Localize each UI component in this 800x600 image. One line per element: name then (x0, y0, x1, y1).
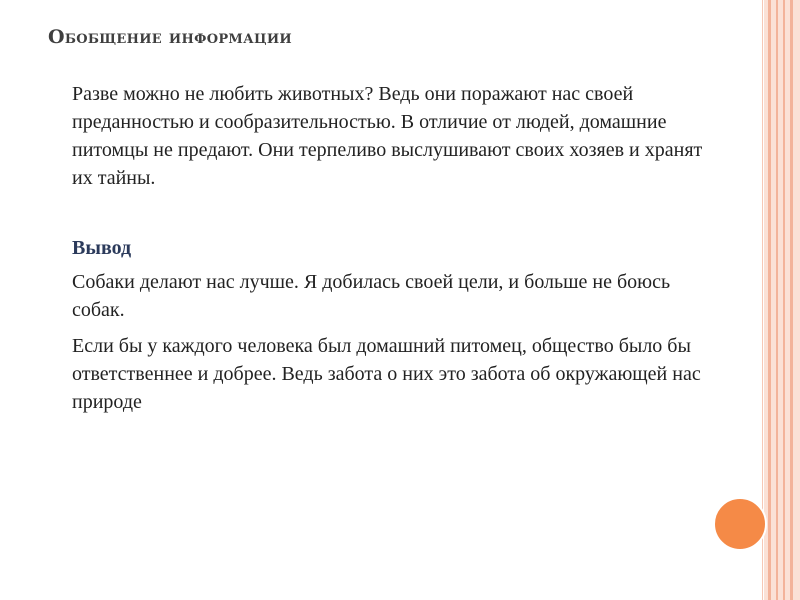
conclusion-heading (46, 234, 726, 262)
paragraph-text: Собаки делают нас лучше. Я добилась своей цели, и больше не боюсь собак. (72, 271, 671, 321)
slide-content (46, 80, 726, 416)
decorative-stripe (776, 0, 778, 600)
paragraph-text: Если бы у каждого человека был домашний питомец, общество было бы ответственнее и добрее. Ведь забота о них это забота об окружающей нас природе (72, 335, 701, 413)
bullet-paragraph (46, 80, 726, 192)
decorative-circle (713, 497, 767, 551)
bullet-paragraph (46, 268, 726, 324)
decorative-stripe (790, 0, 793, 600)
slide-title: Обобщение информации (48, 26, 293, 48)
decorative-stripe (768, 0, 771, 600)
conclusion-heading-text: Вывод (72, 237, 132, 259)
bullet-paragraph (46, 332, 726, 416)
paragraph-text: Разве можно не любить животных? Ведь они поражают нас своей преданностью и сообразительностью. В отличие от людей, домашние питомцы не предают. Они терпеливо выслушивают своих хозяев и хранят их тайны. (72, 83, 703, 189)
decorative-stripe (783, 0, 785, 600)
